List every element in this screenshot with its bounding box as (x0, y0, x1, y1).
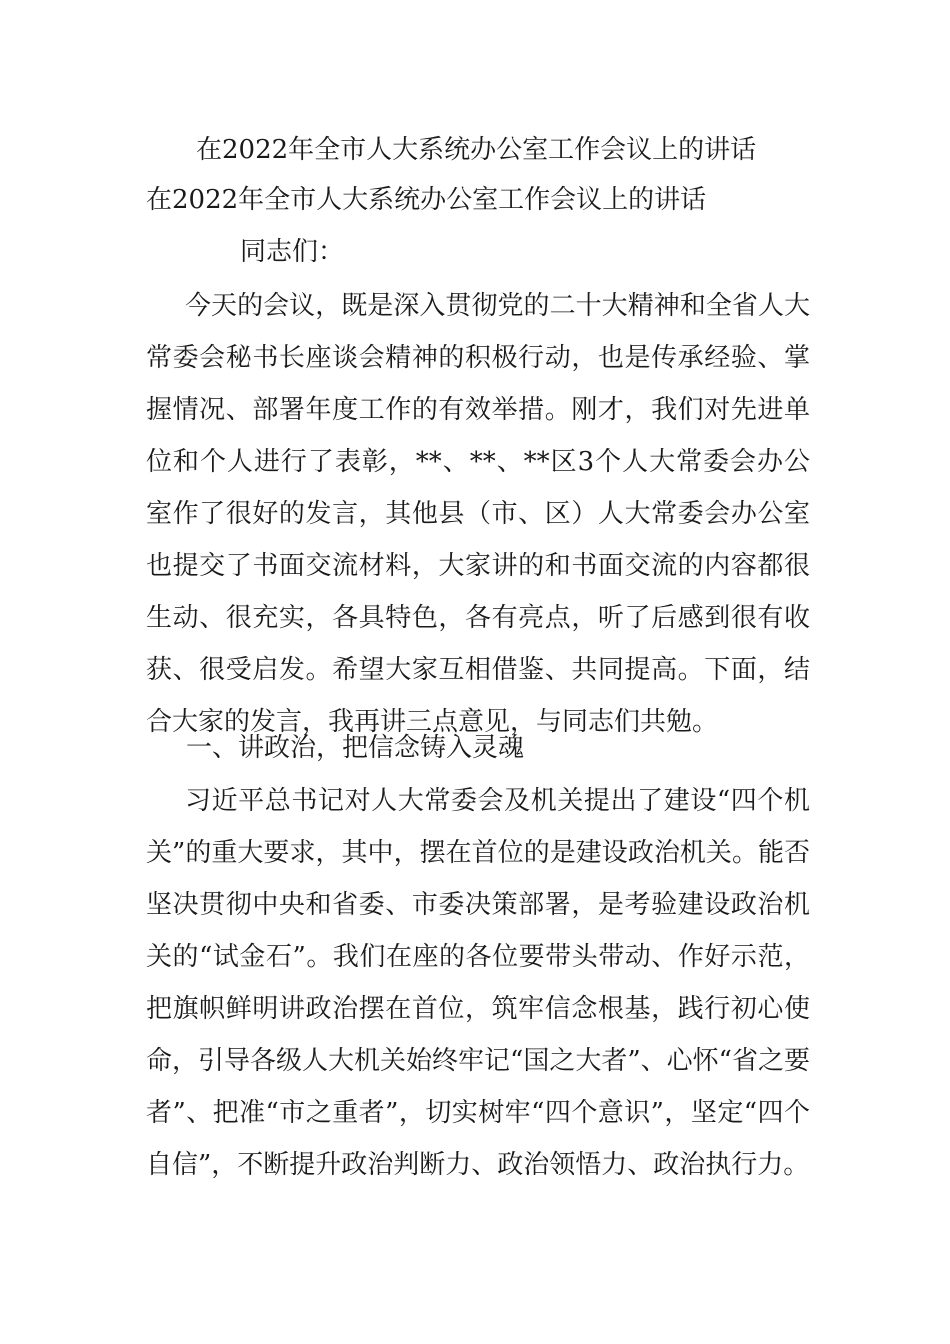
salutation: 同志们： (240, 237, 345, 267)
paragraph-section-1: 习近平总书记对人大常委会及机关提出了建设“四个机关”的重大要求，其中，摆在首位的是建设政治机关。能否坚决贯彻中央和省委、市委决策部署，是考验建设政治机关的“试金石”。我们在座的各位要带头带动、作好示范，把旗帜鲜明讲政治摆在首位，筑牢信念根基，践行初心使命，引导各级人大机关始终牢记“国之大者”、心怀“省之要者”、把准“市之重者”，切实树牢“四个意识”，坚定“四个自信”，不断提升政治判断力、政治领悟力、政治执行力。 (146, 786, 810, 1180)
document-subtitle: 在2022年全市人大系统办公室工作会议上的讲话 (146, 185, 707, 215)
section-heading-1: 一、讲政治，把信念铸入灵魂 (186, 733, 525, 763)
paragraph-opening: 今天的会议，既是深入贯彻党的二十大精神和全省人大常委会秘书长座谈会精神的积极行动，也是传承经验、掌握情况、部署年度工作的有效举措。刚才，我们对先进单位和个人进行了表彰，**、**、**区3个人大常委会办公室作了很好的发言，其他县（市、区）人大常委会办公室也提交了书面交流材料，大家讲的和书面交流的内容都很生动、很充实，各具特色，各有亮点，听了后感到很有收获、很受启发。希望大家互相借鉴、共同提高。下面，结合大家的发言，我再讲三点意见，与同志们共勉。 (146, 291, 810, 737)
document-title: 在2022年全市人大系统办公室工作会议上的讲话 (196, 135, 757, 165)
